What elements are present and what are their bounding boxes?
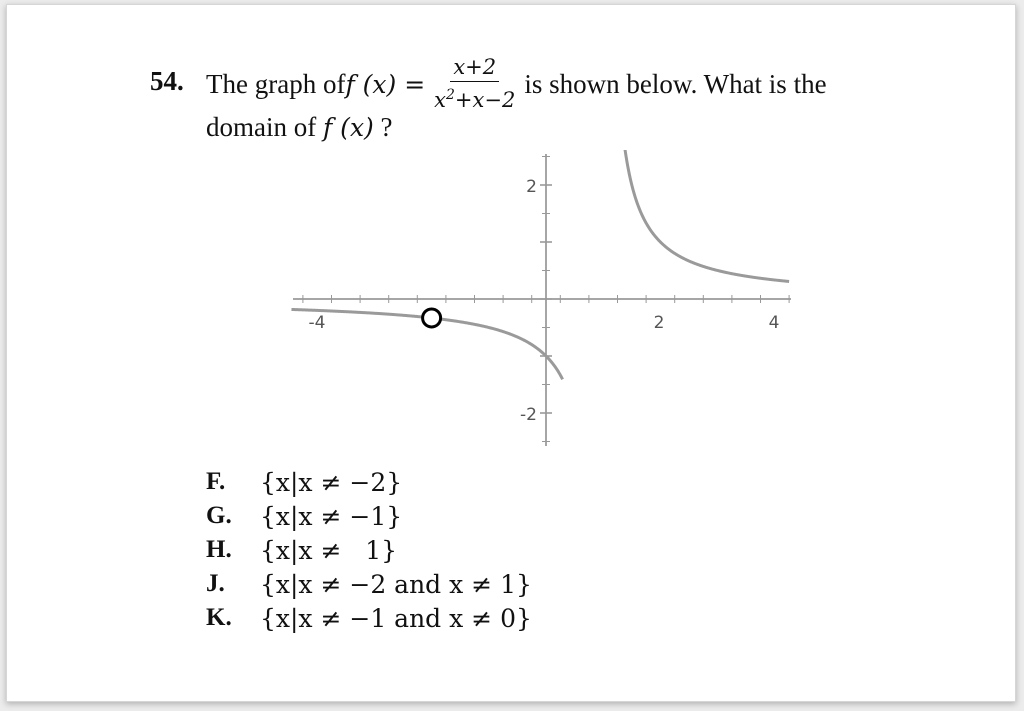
fraction: [431, 54, 518, 114]
removable-discontinuity-hole: [423, 309, 441, 327]
function-label: f (x) =: [345, 69, 426, 99]
choice-k[interactable]: [206, 601, 532, 635]
choice-expression: {x|x ≠ −2 and x ≠ 1}: [260, 569, 532, 599]
question-line2-text: domain of: [206, 112, 323, 142]
choice-expression: {x|x ≠ −1 and x ≠ 0}: [260, 603, 532, 633]
choice-letter: F.: [206, 468, 226, 495]
function-label-2: f (x): [322, 113, 374, 142]
question-text-after: is shown below. What is the: [524, 68, 827, 99]
choice-expression: {x|x ≠ 1}: [260, 535, 398, 565]
fraction-numerator: x+2: [450, 54, 499, 82]
question-line2-end: ?: [373, 112, 393, 142]
denominator-exponent: 2: [446, 87, 455, 103]
fraction-denominator: [431, 82, 518, 114]
question-line-1: [206, 54, 827, 114]
x-tick-label-4: 4: [768, 313, 780, 333]
curve-right-branch: [625, 150, 789, 281]
choice-expression: {x|x ≠ −1}: [260, 501, 403, 531]
question-line-2: [206, 112, 393, 143]
function-graph: [285, 150, 805, 450]
choice-letter: J.: [206, 570, 225, 597]
y-tick-label-neg2: -2: [520, 405, 537, 425]
choice-expression: {x|x ≠ −2}: [260, 467, 403, 497]
choice-g[interactable]: [206, 499, 532, 533]
choice-h[interactable]: [206, 533, 532, 567]
y-tick-label-2: 2: [526, 177, 537, 197]
answer-choices: [206, 465, 532, 635]
choice-j[interactable]: [206, 567, 532, 601]
x-tick-label-2: 2: [653, 313, 665, 333]
choice-letter: H.: [206, 536, 232, 563]
denominator-base: x: [434, 88, 446, 112]
x-tick-label-neg4: -4: [308, 313, 326, 333]
choice-letter: K.: [206, 604, 232, 631]
choice-letter: G.: [206, 502, 232, 529]
choice-f[interactable]: [206, 465, 532, 499]
question-text-before: The graph of: [206, 68, 346, 99]
question-number: 54.: [150, 66, 184, 96]
denominator-rest: +x−2: [454, 88, 516, 112]
axes: [293, 154, 791, 446]
